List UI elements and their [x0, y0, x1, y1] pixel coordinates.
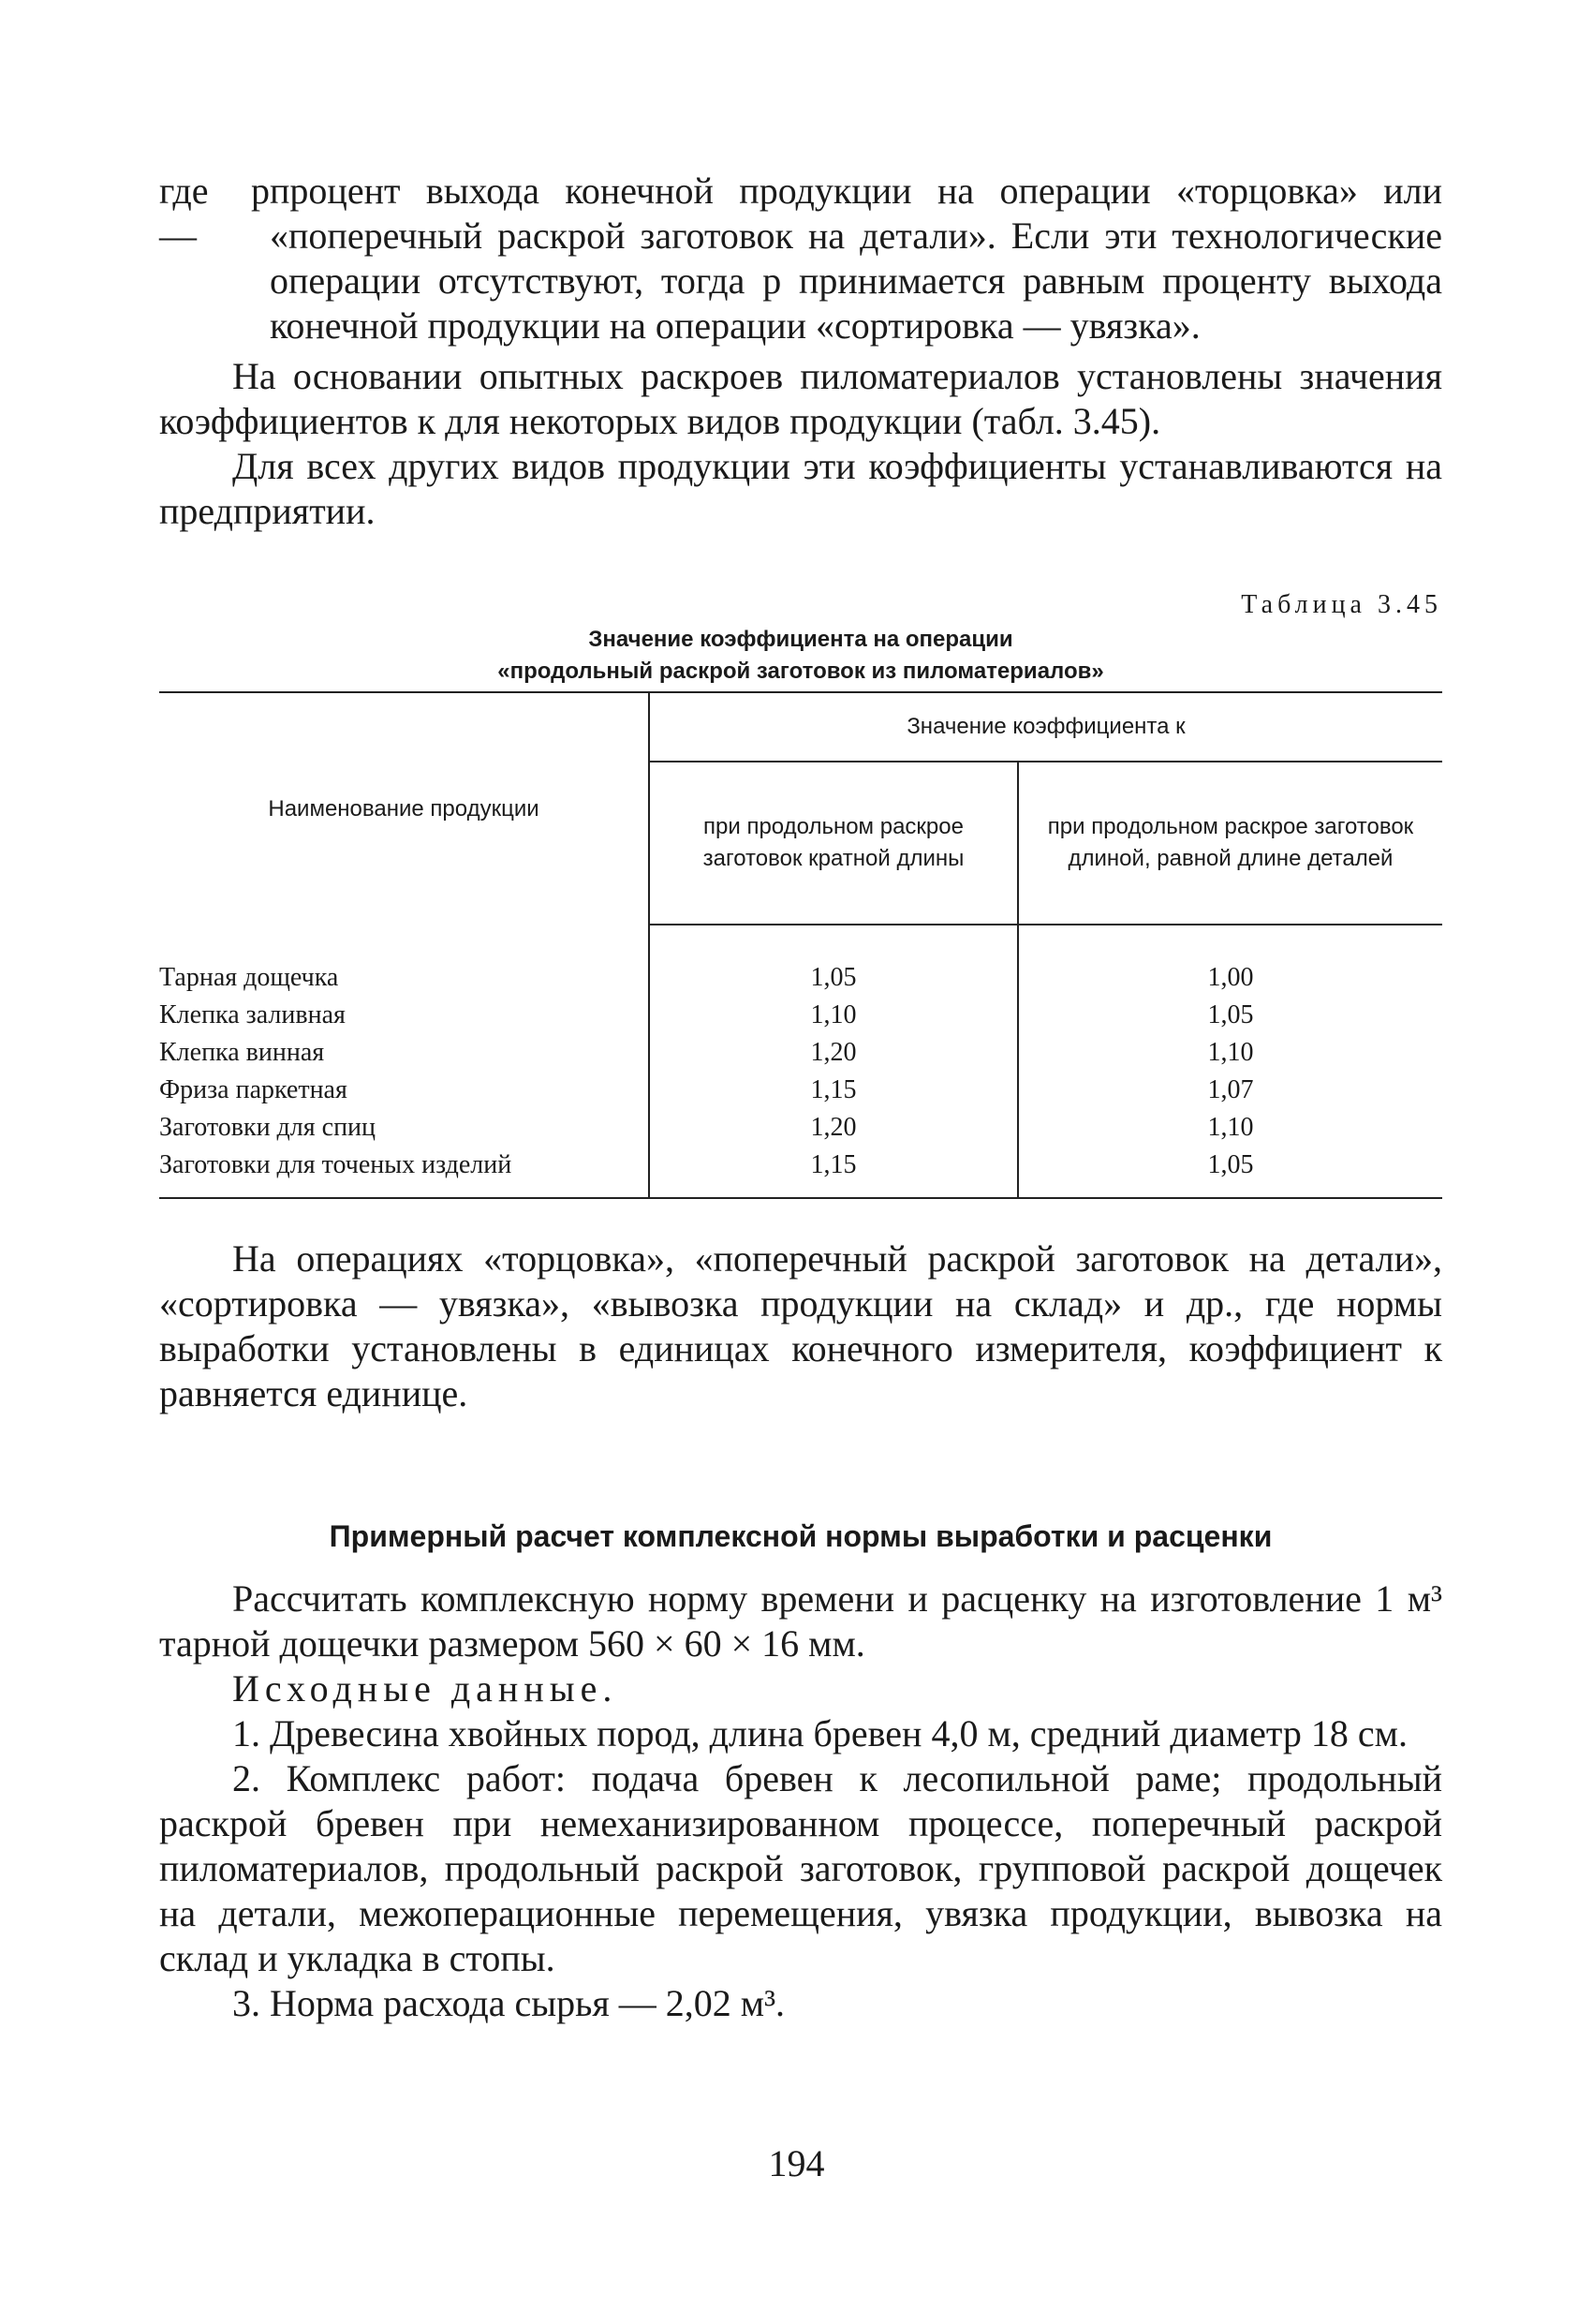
table-caption: Таблица 3.45 — [1241, 590, 1442, 619]
column-header-detail-length: при продольном раскрое заготовок длиной, равной длине деталей — [1018, 762, 1442, 925]
paragraph-coefficients: На основании опытных раскроев пиломатериалов установлены значения коэффициентов к для некоторых видов продукции (табл. 3.45). — [159, 355, 1442, 442]
row-value-multiple: 1,05 — [649, 925, 1018, 997]
page-number: 194 — [768, 2142, 825, 2184]
row-value-multiple: 1,20 — [649, 1109, 1018, 1147]
row-value-multiple: 1,10 — [649, 997, 1018, 1034]
row-value-detail: 1,05 — [1207, 1150, 1254, 1179]
row-value-detail: 1,07 — [1207, 1075, 1254, 1104]
column-header-multiple-length: при продольном раскрое заготовок кратной длины — [649, 762, 1018, 925]
page-content — [159, 169, 1442, 2026]
definition-text: процент выхода конечной продукции на операции «торцовка» или «поперечный раскрой заготовок на детали». Если эти технологические операции отсутствуют, тогда р принимается равным проценту выхода конечной продукции на операции «сортировка — увязка». — [270, 170, 1442, 347]
paragraph-unit-coefficient: На операциях «торцовка», «поперечный раскрой заготовок на детали», «сортировка — увязка», «вывозка продукции на склад» и др., где нормы выработки установлены в единицах конечного измерителя, коэффициент к равняется единице. — [159, 1237, 1442, 1414]
row-value-multiple: 1,15 — [649, 1147, 1018, 1198]
source-data-label: Исходные данные. — [232, 1667, 618, 1710]
row-name: Фриза паркетная — [159, 1072, 649, 1109]
section-title: Примерный расчет комплексной нормы выработки и расценки — [329, 1519, 1273, 1553]
row-value-detail: 1,05 — [1207, 1000, 1254, 1029]
table-row — [159, 997, 1442, 1034]
table-row — [159, 1109, 1442, 1147]
row-value-multiple: 1,20 — [649, 1034, 1018, 1072]
definition-lead: где р — — [159, 170, 270, 257]
row-value-detail: 1,10 — [1207, 1113, 1254, 1142]
table-row — [159, 1034, 1442, 1072]
paragraph-other-products: Для всех других видов продукции эти коэффициенты устанавливаются на предприятии. — [159, 445, 1442, 532]
definition-block — [159, 169, 1442, 348]
row-name: Клепка винная — [159, 1034, 649, 1072]
row-value-detail: 1,00 — [1207, 963, 1254, 992]
source-item-1: 1. Древесина хвойных пород, длина бревен 4,0 м, средний диаметр 18 см. — [232, 1712, 1408, 1754]
row-value-multiple: 1,15 — [649, 1072, 1018, 1109]
table-row — [159, 1072, 1442, 1109]
table-row — [159, 925, 1442, 997]
column-header-product: Наименование продукции — [159, 692, 649, 925]
row-name: Заготовки для спиц — [159, 1109, 649, 1147]
row-value-detail: 1,10 — [1207, 1038, 1254, 1067]
coefficient-table — [159, 691, 1442, 1199]
table-title-line-1: Значение коэффициента на операции — [588, 627, 1013, 652]
table-row — [159, 1147, 1442, 1198]
source-item-2: 2. Комплекс работ: подача бревен к лесопильной раме; продольный раскрой бревен при немеханизированном процессе, поперечный раскрой пиломатериалов, продольный раскрой заготовок, групповой раскрой дощечек на детали, межоперационные перемещения, увязка продукции, вывозка на склад и укладка в стопы. — [159, 1757, 1442, 1979]
row-name: Тарная дощечка — [159, 925, 649, 997]
section-intro: Рассчитать комплексную норму времени и расценку на изготовление 1 м³ тарной дощечки размером 560 × 60 × 16 мм. — [159, 1577, 1442, 1665]
source-item-3: 3. Норма расхода сырья — 2,02 м³. — [232, 1982, 786, 2024]
row-name: Клепка заливная — [159, 997, 649, 1034]
column-header-coefficient: Значение коэффициента к — [649, 692, 1442, 762]
table-title-line-2: «продольный раскрой заготовок из пиломатериалов» — [497, 659, 1104, 684]
table-title — [159, 624, 1442, 688]
row-name: Заготовки для точеных изделий — [159, 1147, 649, 1198]
